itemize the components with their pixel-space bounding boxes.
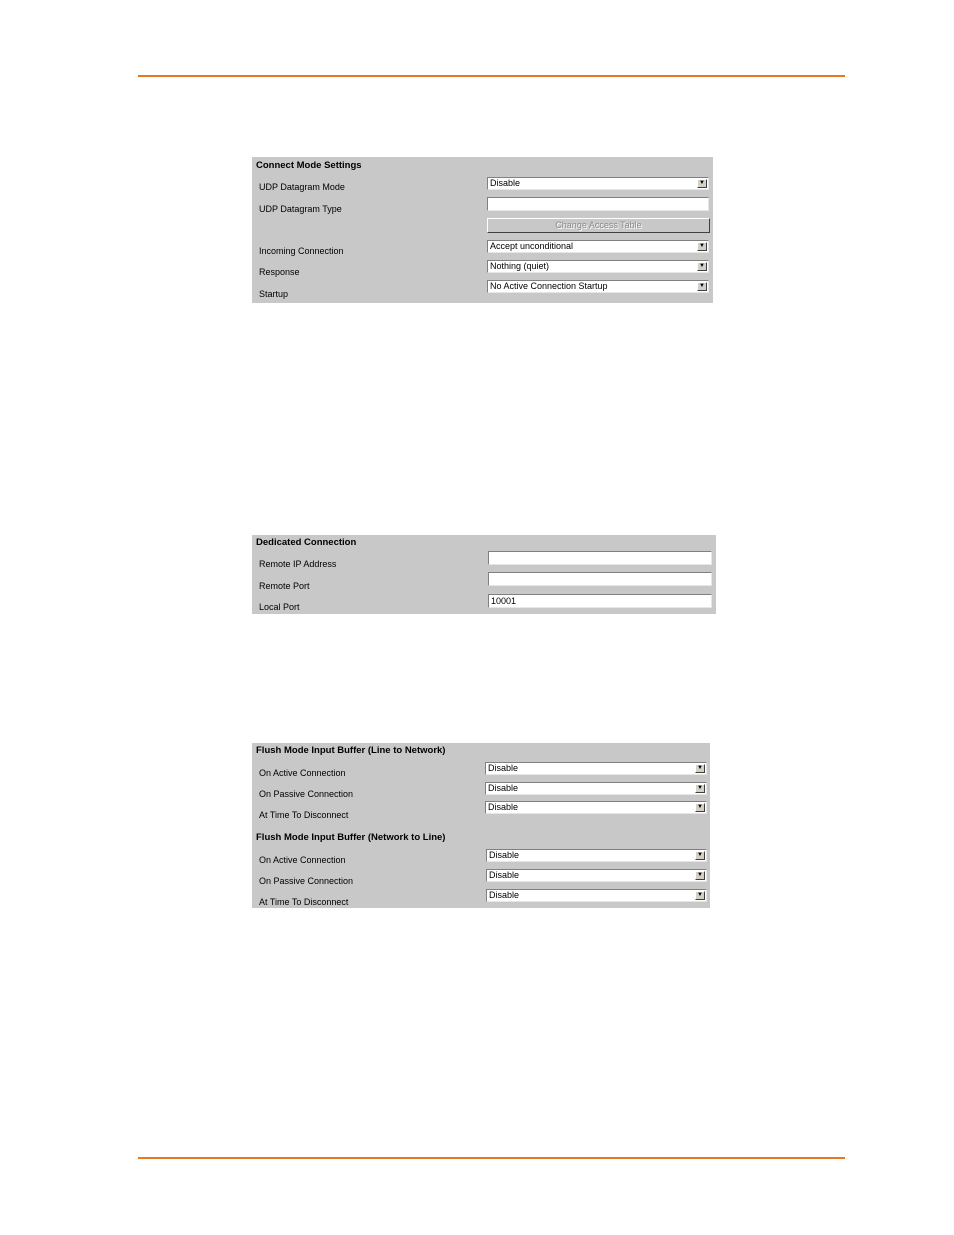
chevron-down-icon[interactable]: ▼: [697, 242, 707, 251]
chevron-down-icon[interactable]: ▼: [695, 784, 705, 793]
select-value: Disable: [489, 850, 520, 860]
chevron-down-icon[interactable]: ▼: [695, 871, 705, 880]
remote-port-label: Remote Port: [259, 581, 310, 591]
startup-label: Startup: [259, 289, 289, 299]
chevron-down-icon[interactable]: ▼: [697, 179, 707, 188]
n2l-on-passive-label: On Passive Connection: [259, 876, 354, 886]
select-value: No Active Connection Startup: [490, 281, 608, 291]
response-select[interactable]: [487, 260, 709, 273]
change-access-table-button[interactable]: Change Access Table: [487, 218, 710, 233]
select-value: Disable: [488, 802, 519, 812]
panel-subtitle: Flush Mode Input Buffer (Network to Line): [256, 832, 446, 843]
incoming-connection-label: Incoming Connection: [259, 246, 344, 256]
panel-title: Connect Mode Settings: [256, 160, 362, 171]
l2n-at-disconnect-label: At Time To Disconnect: [259, 810, 349, 820]
flush-mode-panel: [252, 743, 710, 908]
panel-title: Dedicated Connection: [256, 537, 357, 548]
select-value: Disable: [489, 870, 520, 880]
startup-select[interactable]: [487, 280, 709, 293]
connect-mode-panel: [252, 157, 713, 303]
l2n-on-passive-select[interactable]: [485, 782, 707, 795]
remote-ip-input[interactable]: [488, 551, 712, 565]
chevron-down-icon[interactable]: ▼: [697, 282, 707, 291]
l2n-on-active-select[interactable]: [485, 762, 707, 775]
udp-datagram-mode-label: UDP Datagram Mode: [259, 182, 345, 192]
select-value: Disable: [489, 890, 520, 900]
n2l-on-active-label: On Active Connection: [259, 855, 346, 865]
incoming-connection-select[interactable]: [487, 240, 709, 253]
l2n-on-passive-label: On Passive Connection: [259, 789, 354, 799]
n2l-at-disconnect-label: At Time To Disconnect: [259, 897, 349, 907]
udp-datagram-type-label: UDP Datagram Type: [259, 204, 342, 214]
response-label: Response: [259, 267, 300, 277]
n2l-on-passive-select[interactable]: [486, 869, 707, 882]
udp-datagram-type-input[interactable]: [487, 197, 709, 211]
l2n-at-disconnect-select[interactable]: [485, 801, 707, 814]
local-port-input[interactable]: 10001: [488, 594, 712, 608]
select-value: Disable: [488, 763, 519, 773]
n2l-on-active-select[interactable]: [486, 849, 707, 862]
l2n-on-active-label: On Active Connection: [259, 768, 346, 778]
footer-rule: [138, 1157, 845, 1159]
udp-datagram-mode-select[interactable]: [487, 177, 709, 190]
select-value: Accept unconditional: [490, 241, 574, 251]
select-value: Disable: [490, 178, 521, 188]
chevron-down-icon[interactable]: ▼: [695, 891, 705, 900]
select-value: Nothing (quiet): [490, 261, 550, 271]
header-rule: [138, 75, 845, 77]
panel-title: Flush Mode Input Buffer (Line to Network): [256, 745, 446, 756]
remote-port-input[interactable]: [488, 572, 712, 586]
n2l-at-disconnect-select[interactable]: [486, 889, 707, 902]
chevron-down-icon[interactable]: ▼: [697, 262, 707, 271]
local-port-label: Local Port: [259, 602, 300, 612]
chevron-down-icon[interactable]: ▼: [695, 803, 705, 812]
chevron-down-icon[interactable]: ▼: [695, 851, 705, 860]
select-value: Disable: [488, 783, 519, 793]
dedicated-connection-panel: [252, 535, 716, 614]
remote-ip-label: Remote IP Address: [259, 559, 337, 569]
chevron-down-icon[interactable]: ▼: [695, 764, 705, 773]
